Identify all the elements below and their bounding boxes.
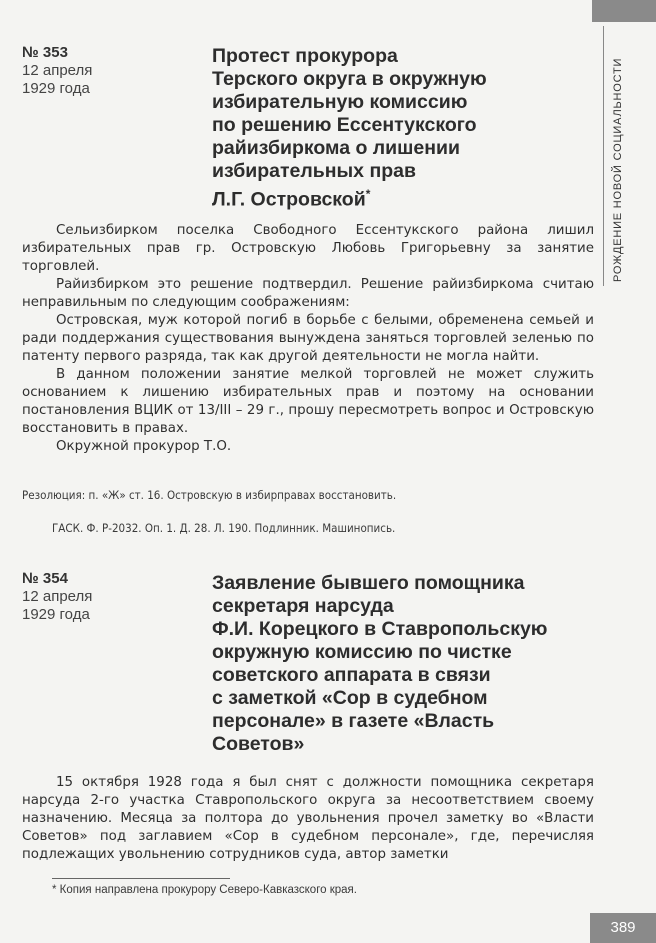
top-edge-tab — [592, 0, 656, 22]
page-number: 389 — [590, 913, 656, 943]
doc-year: 1929 года — [22, 80, 90, 97]
footnote-rule — [52, 878, 230, 879]
doc-354-meta — [22, 570, 202, 624]
footnote-mark: * — [365, 187, 371, 201]
paragraph: Островская, муж которой погиб в борьбе с белыми, обременена семьей и ради поддержания существования вынуждена заняться торговлей зеленью по патенту первого разряда, так как другой деятельности не могла найти. — [22, 313, 594, 364]
resolution-note: Резолюция: п. «Ж» ст. 16. Островскую в избирправах восстановить. — [22, 488, 397, 502]
running-head: РОЖДЕНИЕ НОВОЙ СОЦИАЛЬНОСТИ — [612, 57, 624, 282]
paragraph: 15 октября 1928 года я был снят с должности помощника секретаря нарсуда 2-го участка Ставропольского округа за несоответствием своему назначению. Месяца за полтора до увольнения прочел заметку во «Власти Советов» под заглавием «Сор в судебном персонале», где, перечисляя подлежащих увольнению сотрудников суда, автор заметки — [22, 775, 594, 862]
title-line: избирательную комиссию — [212, 91, 468, 113]
paragraph: Сельизбирком поселка Свободного Ессентукского района лишил избирательных прав гр. Островскую Любовь Григорьевну за занятие торговлей. — [22, 223, 594, 274]
paragraph: Райизбирком это решение подтвердил. Решение райизбиркома считаю неправильным по следующим соображениям: — [22, 277, 594, 310]
doc-353-body — [22, 222, 594, 456]
title-line: райизбиркома о лишении — [212, 137, 461, 159]
title-line: Ф.И. Корецкого в Ставропольскую — [212, 618, 548, 640]
title-line: Протест прокурора — [212, 45, 398, 67]
title-line: Заявление бывшего помощника — [212, 572, 525, 594]
doc-353-meta — [22, 44, 202, 98]
footnote: * Копия направлена прокурору Северо-Кавказского края. — [52, 884, 357, 896]
title-line: с заметкой «Сор в судебном — [212, 687, 488, 709]
title-line: Л.Г. Островской — [212, 188, 366, 211]
title-line: по решению Ессентукского — [212, 114, 477, 136]
title-line: окружную комиссию по чистке — [212, 641, 512, 663]
doc-year: 1929 года — [22, 606, 90, 623]
paragraph: В данном положении занятие мелкой торговлей не может служить основанием к лишению избирательных прав и поэтому на основании постановления ВЦИК от 13/III – 29 г., прошу пересмотреть вопрос и Островскую восстановить в правах. — [22, 367, 594, 436]
doc-354-title — [212, 572, 594, 756]
title-line: Советов» — [212, 733, 305, 755]
title-line: персонале» в газете «Власть — [212, 710, 495, 732]
title-line: секретаря нарсуда — [212, 595, 394, 617]
doc-354-body — [22, 774, 594, 864]
doc-353-title — [212, 45, 594, 212]
side-divider — [603, 26, 604, 286]
archive-reference: ГАСК. Ф. Р-2032. Оп. 1. Д. 28. Л. 190. Подлинник. Машинопись. — [52, 521, 396, 535]
signature-line: Окружной прокурор Т.О. — [56, 439, 232, 454]
title-line: Терского округа в окружную — [212, 68, 487, 90]
title-line: советского аппарата в связи — [212, 664, 491, 686]
doc-date: 12 апреля — [22, 62, 93, 79]
title-line: избирательных прав — [212, 160, 416, 182]
doc-number: № 354 — [22, 570, 68, 587]
doc-number: № 353 — [22, 44, 68, 61]
doc-date: 12 апреля — [22, 588, 93, 605]
